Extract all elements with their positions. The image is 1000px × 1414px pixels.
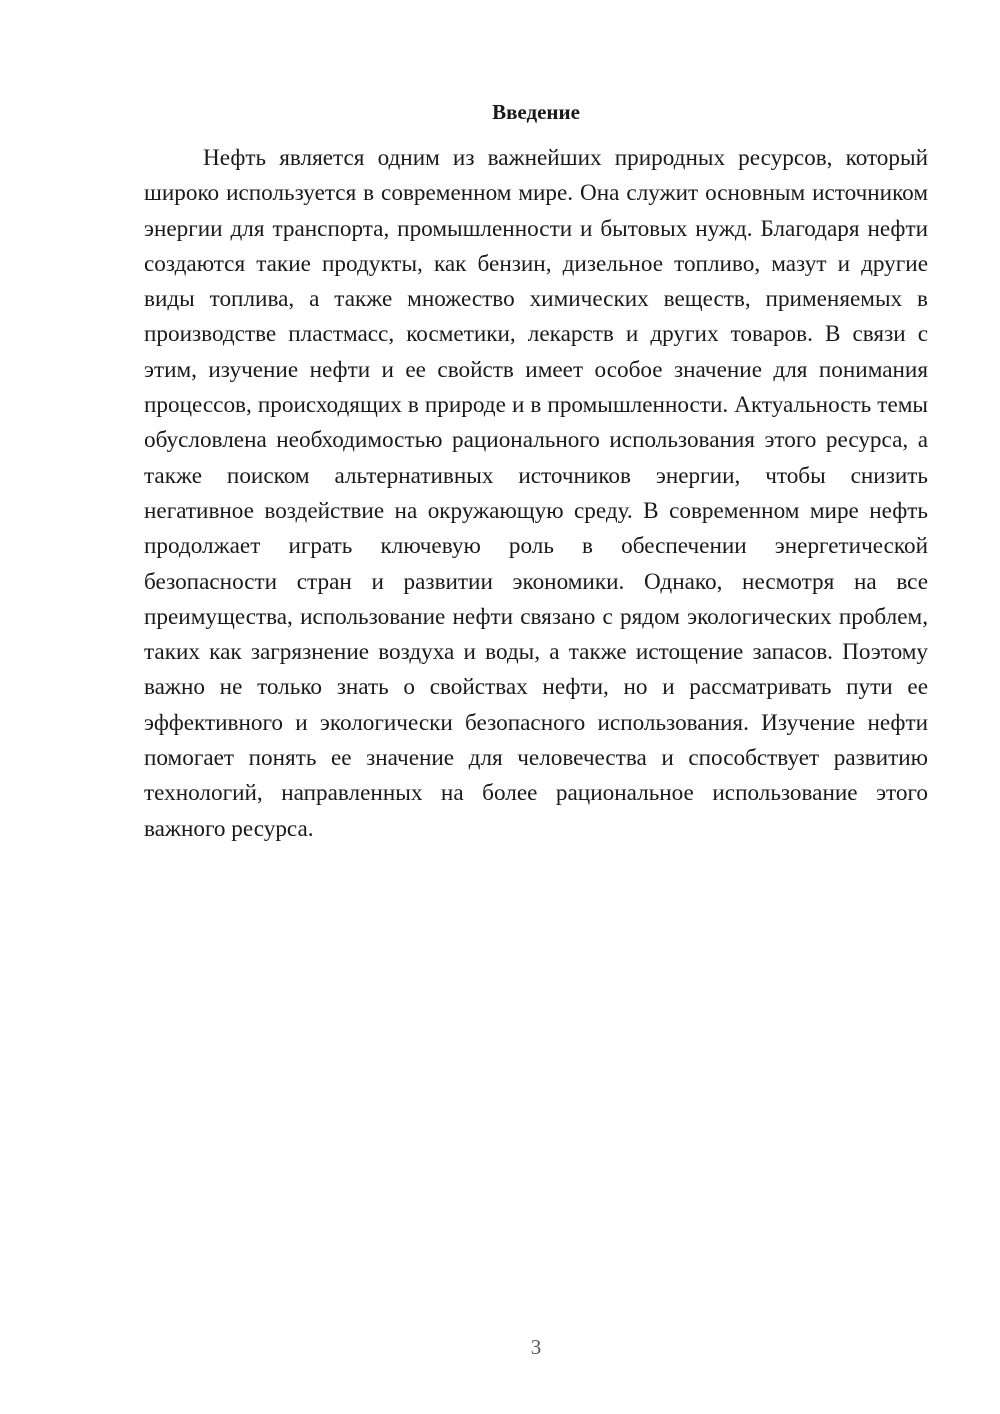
body-paragraph: Нефть является одним из важнейших природных ресурсов, который широко используется в современном мире. Она служит основным источником энергии для транспорта, промышленности и бытовых нужд. Благодаря нефти создаются такие продукты, как бензин, дизельное топливо, мазут и другие виды топлива, а также множество химических веществ, применяемых в производстве пластмасс, косметики, лекарств и других товаров. В связи с этим, изучение нефти и ее свойств имеет особое значение для понимания процессов, происходящих в природе и в промышленности. Актуальность темы обусловлена необходимостью рационального использования этого ресурса, а также поиском альтернативных источников энергии, чтобы снизить негативное воздействие на окружающую среду. В современном мире нефть продолжает играть ключевую роль в обеспечении энергетической безопасности стран и развитии экономики. Однако, несмотря на все преимущества, использование нефти связано с рядом экологических проблем, таких как загрязнение воздуха и воды, а также истощение запасов. Поэтому важно не только знать о свойствах нефти, но и рассматривать пути ее эффективного и экологически безопасного использования. Изучение нефти помогает понять ее значение для человечества и способствует развитию технологий, направленных на более рациональное использование этого важного ресурса. <box>144 145 928 842</box>
section-heading: Введение <box>492 100 580 124</box>
page-number: 3 <box>530 1335 542 1359</box>
